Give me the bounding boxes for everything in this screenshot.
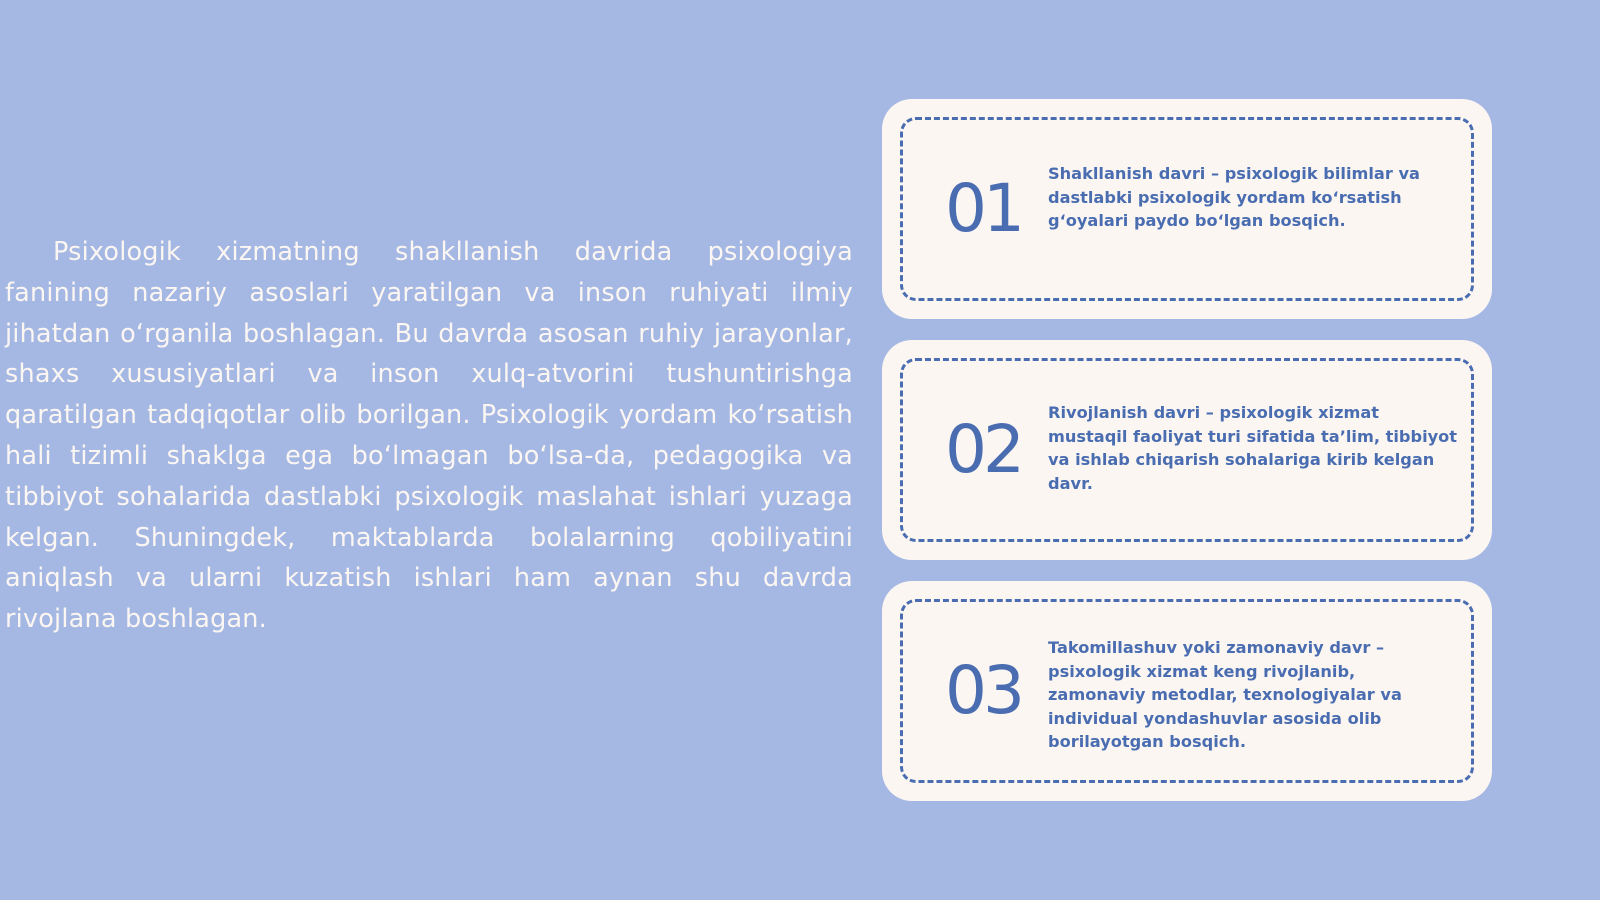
dashed-frame xyxy=(900,358,1474,542)
card-number: 02 xyxy=(945,411,1021,488)
card-description: Takomillashuv yoki zamonaviy davr – psixologik xizmat keng rivojlanib, zamonaviy metodlar, texnologiyalar va individual yondashuvlar asosida olib borilayotgan bosqich. xyxy=(1048,638,1402,751)
period-card-3 xyxy=(882,581,1492,801)
dashed-frame xyxy=(900,599,1474,783)
period-card-2 xyxy=(882,340,1492,560)
card-description: Rivojlanish davri – psixologik xizmat mustaqil faoliyat turi sifatida ta’lim, tibbiyot va ishlab chiqarish sohalariga kirib kelgan davr. xyxy=(1048,403,1458,493)
card-number: 01 xyxy=(945,170,1021,247)
main-paragraph: Psixologik xizmatning shakllanish davrida psixologiya fanining nazariy asoslari yaratilgan va inson ruhiyati ilmiy jihatdan o‘rganila boshlagan. Bu davrda asosan ruhiy jarayonlar, shaxs xususiyatlari va inson xulq-atvorini tushuntirishga qaratilgan tadqiqotlar olib borilgan. Psixologik yordam ko‘rsatish hali tizimli shaklga ega bo‘lmagan bo‘lsa-da, pedagogika va tibbiyot sohalarida dastlabki psixologik maslahat ishlari yuzaga kelgan. Shuningdek, maktablarda bolalarning qobiliyatini aniqlash va ularni kuzatish ishlari ham aynan shu davrda rivojlana boshlagan. xyxy=(5,237,853,635)
period-card-1 xyxy=(882,99,1492,319)
card-description: Shakllanish davri – psixologik bilimlar va dastlabki psixologik yordam ko‘rsatish g‘oyalari paydo bo‘lgan bosqich. xyxy=(1048,164,1420,230)
dashed-frame xyxy=(900,117,1474,301)
card-number: 03 xyxy=(945,652,1021,729)
